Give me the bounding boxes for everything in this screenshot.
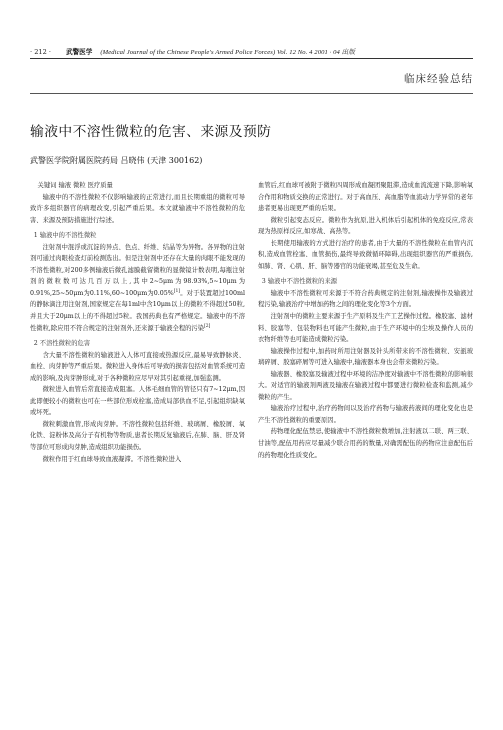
paragraph: 微粒刺激血管,形成肉芽肿。不溶性微粒包括纤维、玻璃屑、橡胶屑、氧化铁、淀粉体及高分子有机物等物质,患者长期反复输液后,在肺、脑、肝及肾等部位可形成肉芽肿,造成组织功能损伤。	[30, 420, 245, 452]
journal-name-en: (Medical Journal of the Chinese People's Armed Police Forces) Vol. 12 No. 4 2001 · 04 出版	[100, 49, 356, 56]
page-number: · 212 ·	[30, 48, 51, 56]
keywords: 关键词 输液 微粒 医疗质量	[37, 182, 113, 189]
paragraph: 血管后,红血球可被附于微粒四周形成血凝团聚阻滞,造成血流流速下降,影响氧合作用和物质交换的正常进行。对于高血压、高血脂等血流动力学异常的老年患者更易出现更严重的后果。	[258, 182, 473, 213]
section-label: 临床经验总结	[404, 73, 473, 85]
section-heading-1: 1 输液中的不溶性微粒	[33, 232, 97, 240]
citation: [1]	[173, 288, 181, 294]
paragraph: 长期使用输液的方式进行治疗的患者,由于大量的不溶性微粒在血管内沉积,造成血管栓塞、血管损伤,最终导致微循环障碍,出现组织器官的严重损伤,如肺、肾、心肌、肝、脑等器官的功能衰竭,甚至危及生命。	[258, 239, 473, 270]
paragraph: 含大量不溶性微粒的输液进入人体可直接或热源反应,最易导致静脉炎、血栓、肉芽肿等严重后果。微粒进入身体后可导致的损害包括对血管系统可造成的影响,及肉芽肿形成,对于各种微粒应尽早对其引起重视,加强监测。	[30, 351, 246, 382]
citation: [2]	[204, 323, 211, 329]
section-heading-2: 2 不溶性微粒的危害	[33, 340, 91, 348]
paragraph: 输液器、橡胶塞及输液过程中环境的洁净度对输液中不溶性微粒的影响很大。对适官的输液剂两液及输液在输液过程中都要进行微粒检查和监测,减少微粒的产生。	[258, 370, 473, 401]
abstract: 输液中的不溶性微粒不仅影响输液的正常进行,而且长期重组的微粒可导致许多组织器官的病理改变,引起严重后果。本文就输液中不溶性微粒的危害、来源及预防措施进行综述。	[30, 193, 245, 224]
section-divider	[30, 93, 473, 94]
section-heading-3: 3 输液中不溶性微粒的来源	[261, 278, 338, 286]
paragraph: 注射剂中的微粒主要来源于生产原料及生产工艺操作过程。橡胶塞、滤材料、胶塞等、包装物料也可能产生微粒,由于生产环境中的尘埃及操作人员的衣物纤维等也可能造成微粒污染。	[258, 313, 473, 344]
author-line: 武警医学院附属医院药局 吕晓伟 (天津 300162)	[30, 156, 203, 165]
paragraph: 注射剂中混浮或沉淀的异点、色点、纤维、结晶等为异物。各异物的注射剂可通过肉眼检查灯前检测选出。但是注射剂中还存在大量的肉眼不能发现的不溶性微粒,对200多例输液后微孔滤膜截留微粒的显微镜计数表明,每瓶注射剂的微粒数可达几百万以上,其中2~5μm为98.93%,5~10μm为0.91%,25~50μm为0.11%,60~100μm为0.05%[1]。对于装置超过100ml的静脉滴注用注射剂,国家规定在每1ml中含10μm以上的微粒不得超过50粒,并且大于20μm以上的不得超过5粒。我国药典也有严格规定。输液中的不溶性微粒,除应用不符合规定的注射剂外,还来源于输液全程的污染[2]	[30, 243, 246, 332]
paragraph: 微粒进入血管后常直接造成阻塞。人体毛细血管的管径只有7~12μm,因此即便较小的微粒也可在一些部位形成栓塞,造成局部供血不足,引起组织缺氧或坏死。	[30, 386, 245, 417]
paragraph: 输液中不溶性微粒可来源于不符合药典规定的注射剂,输液操作及输液过程污染,输液治疗中增加药物之间的理化变化等3个方面。	[258, 289, 473, 309]
right-column	[258, 180, 473, 461]
paragraph: 输液操作过程中,加药时所用注射器及针头所带来的不溶性微粒、安瓿玻璃碎屑、胶塞碎屑等可进入输液中,输液器本身也会带来微粒污染。	[258, 347, 473, 367]
paragraph: 微粒作用于红血球导致血液凝滞。不溶性微粒进入	[42, 455, 182, 463]
running-header	[30, 42, 473, 59]
paragraph: 药物理化配伍禁忌,使输液中不溶性微粒数增加,注射液以二联、两三联、甘油等,配伍用药应尽量减少联合用药的数量,对确需配伍的药物应注意配伍后的药物理化性质变化。	[258, 428, 473, 459]
left-column	[30, 180, 245, 465]
paragraph: 微粒引起变态反应。微粒作为抗原,进入机体后引起机体的免疫反应,常表现为热原样反应,如寒战、高热等。	[258, 216, 473, 236]
article-title: 输液中不溶性微粒的危害、来源及预防	[30, 124, 272, 140]
journal-name-cn: 武警医学	[66, 48, 93, 56]
paragraph: 输液治疗过程中,治疗药物间以及治疗药物与输液药液间的理化变化也是产生不溶性微粒的重要原因。	[258, 405, 473, 424]
